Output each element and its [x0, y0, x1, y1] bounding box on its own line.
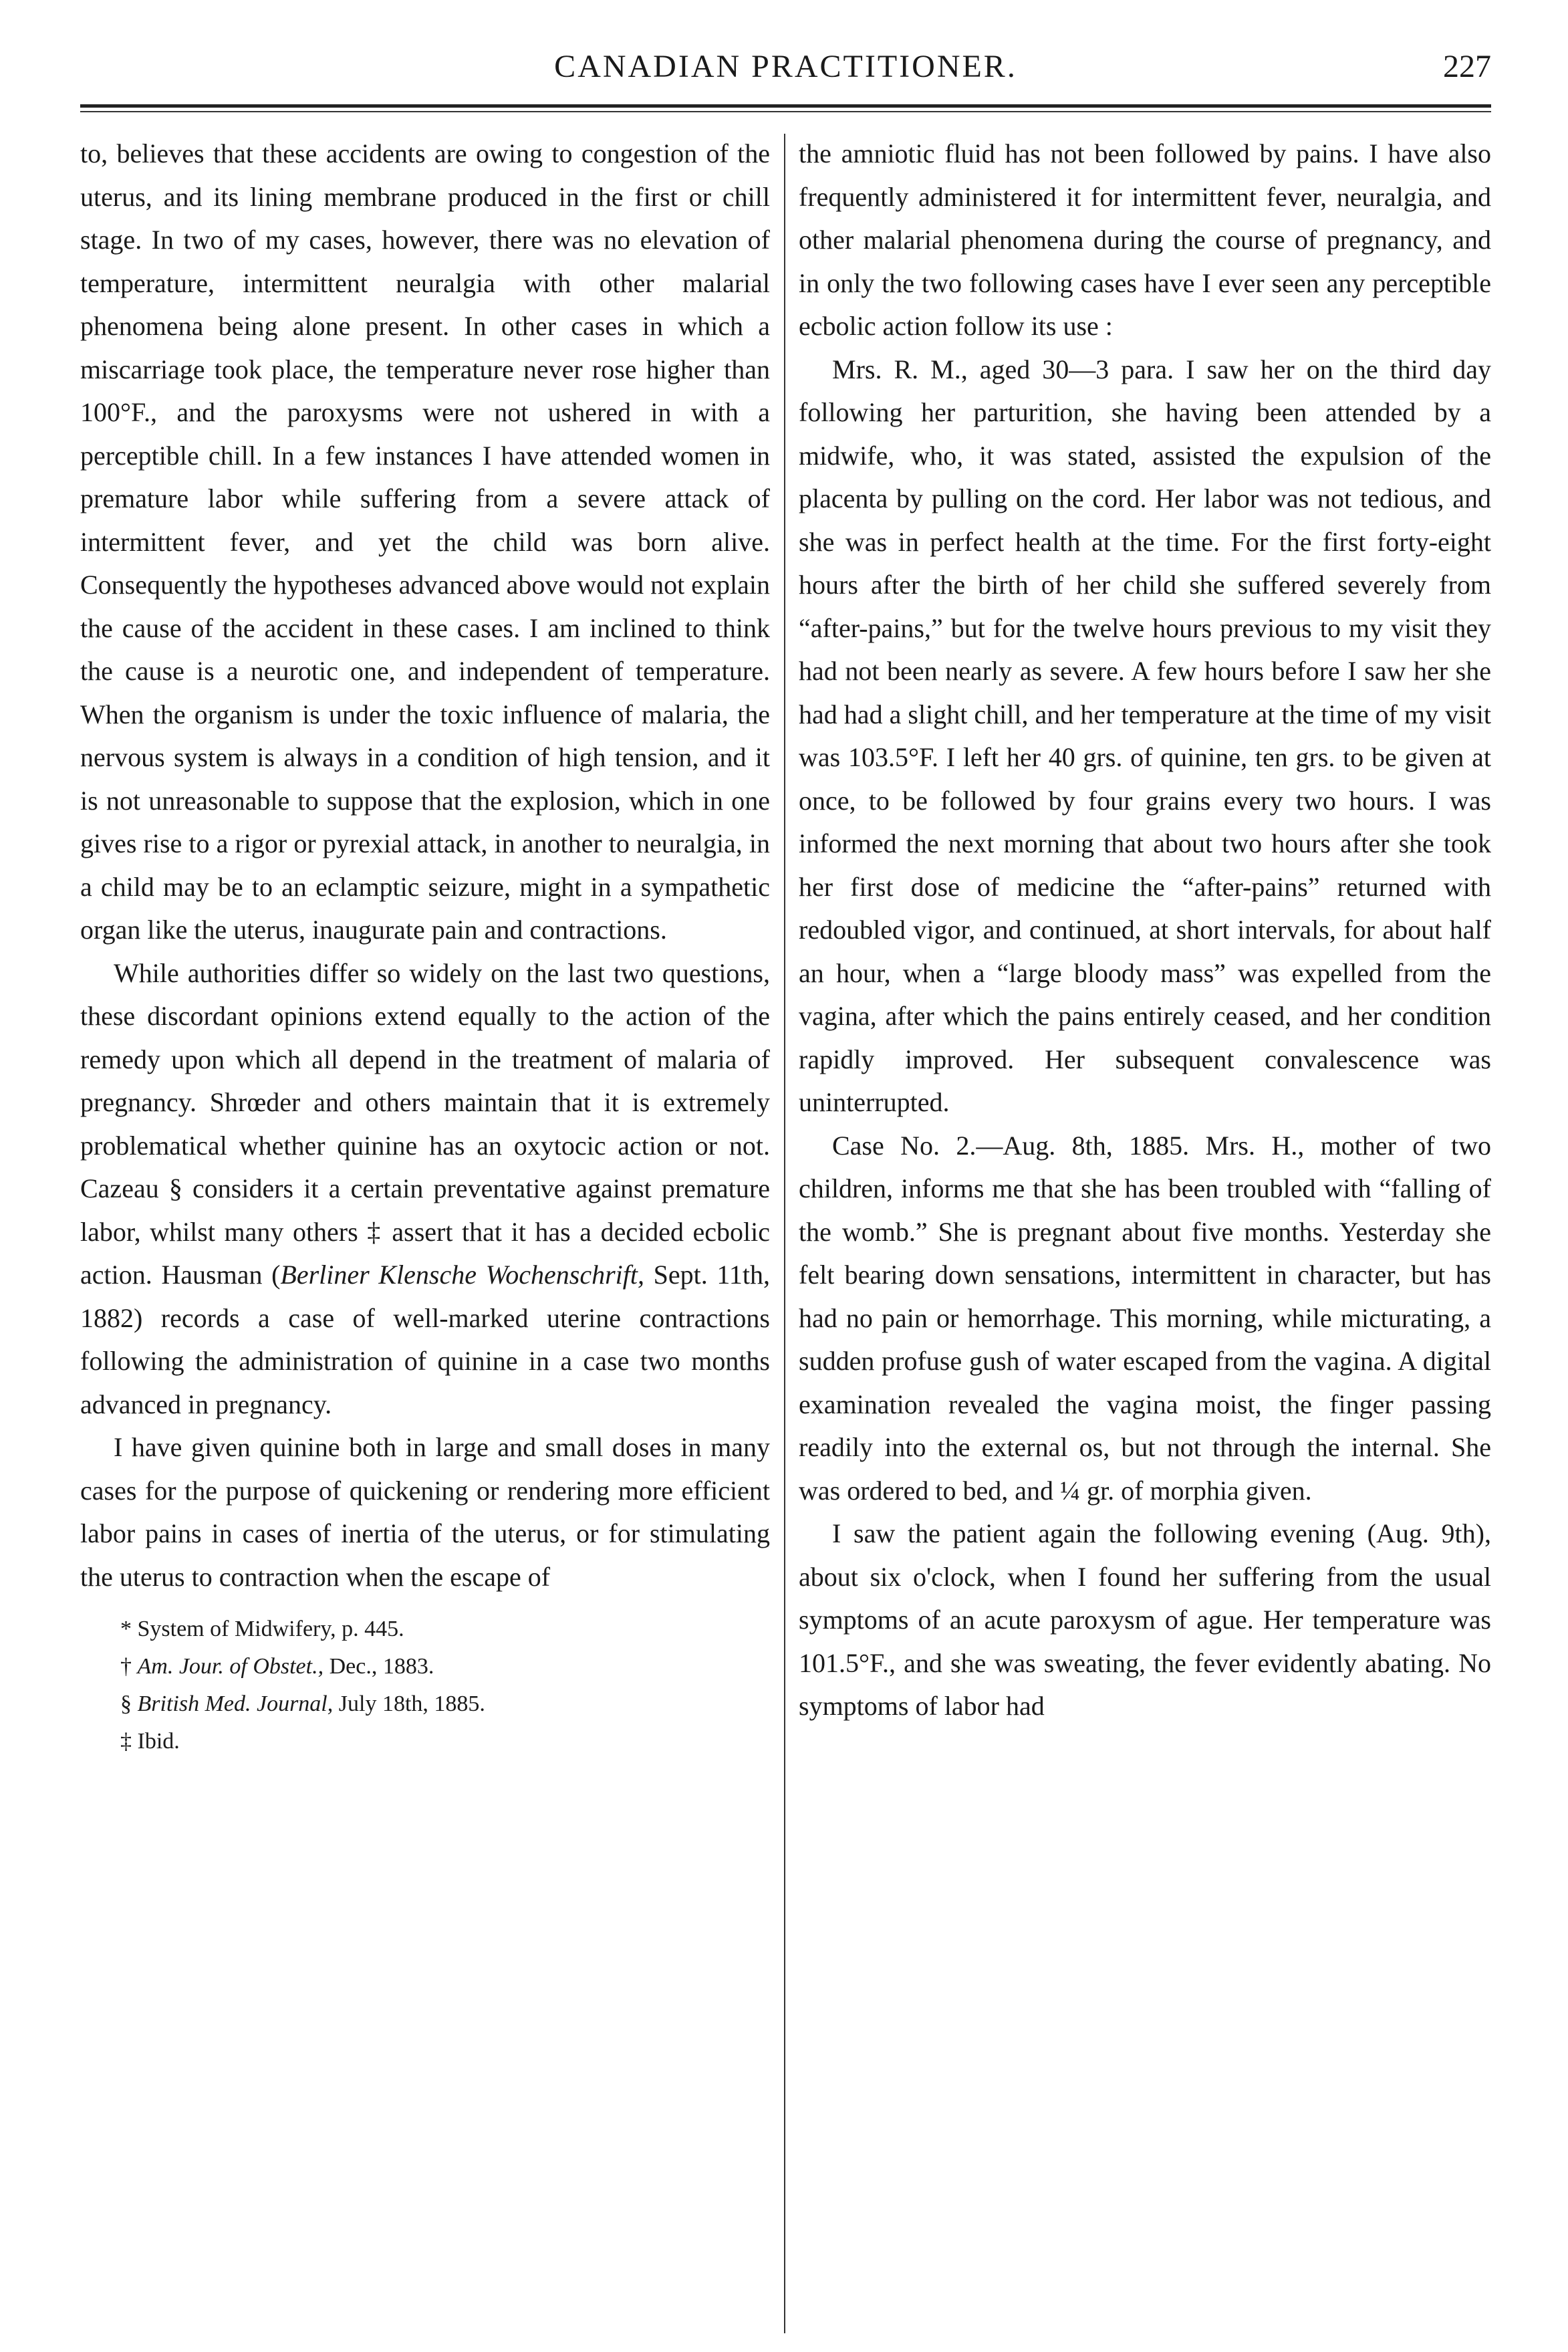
right-paragraph-2: Mrs. R. M., aged 30—3 para. I saw her on the third day following her parturition, she having been attended by a midwife, who, it was stated, assisted the expulsion of the placenta by pulling on the cord. Her labor was not tedious, and she was in perfect health at the time. For the first forty-eight hours after the birth of her child she suffered severely from “after-pains,” but for the twelve hours previous to my visit they had not been nearly as severe. A few hours before I saw her she had had a slight chill, and her temperature at the time of my visit was 103.5°F. I left her 40 grs. of quinine, ten grs. to be given at once, to be followed by four grains every two hours. I was informed the next morning that about two hours after she took her first dose of medicine the “after-pains” returned with redoubled vigor, and continued, at short intervals, for about half an hour, when a “large bloody mass” was expelled from the vagina, after which the pains entirely ceased, and her condition rapidly improved. Her subsequent convalescence was uninterrupted. [799, 354, 1491, 1117]
header-rule-thin [80, 111, 1491, 112]
footnote-1 [80, 1611, 770, 1648]
footnote-2 [80, 1648, 770, 1685]
right-column [799, 132, 1491, 1728]
footnote-2-text: Dec., 1883. [323, 1654, 434, 1679]
journal-citation: Berliner Klensche Wochenschrift, [280, 1260, 644, 1290]
footnote-1-text: System of Midwifery, p. 445. [137, 1617, 404, 1641]
left-paragraph-1: to, believes that these accidents are owing to congestion of the uterus, and its lining membrane produced in the first or chill stage. In two of my cases, however, there was no elevation of temperature, intermittent neuralgia with other malarial phenomena being alone present. In other cases in which a miscarriage took place, the temperature never rose higher than 100°F., and the paroxysms were not ushered in with a perceptible chill. In a few instances I have attended women in premature labor while suffering from a severe attack of intermittent fever, and yet the child was born alive. Consequently the hypotheses advanced above would not explain the cause of the accident in these cases. I am inclined to think the cause is a neurotic one, and independent of temperature. When the organism is under the toxic influence of malaria, the nervous system is always in a condition of high tension, and it is not unreasonable to suppose that the explosion, which in one gives rise to a rigor or pyrexial attack, in another to neuralgia, in a child may be to an eclamptic seizure, might in a sympathetic organ like the uterus, inaugurate pain and contractions. [80, 138, 770, 945]
footnote-3-mark: § [120, 1691, 138, 1716]
right-paragraph-1: the amniotic fluid has not been followed by pains. I have also frequently administered it for intermittent fever, neuralgia, and other malarial phenomena during the course of pregnancy, and in only the two following cases have I ever seen any perceptible ecbolic action follow its use : [799, 138, 1491, 341]
left-paragraph-3: I have given quinine both in large and small doses in many cases for the purpose of quickening or rendering more efficient labor pains in cases of inertia of the uterus, or for stimulating the uterus to contraction when the escape of [80, 1432, 770, 1592]
footnote-2-journal: Am. Jour. of Obstet., [137, 1654, 324, 1679]
footnote-3-journal: British Med. Journal, [137, 1691, 334, 1716]
footnote-3 [80, 1685, 770, 1723]
page-header [80, 48, 1491, 108]
left-paragraph-2-text-a: While authorities differ so widely on the last two questions, these discordant opinions extend equally to the action of the remedy upon which all depend in the treatment of malaria of pregnancy. Shrœder and others maintain that it is extremely problematical whether quinine has an oxytocic action or not. Cazeau § considers it a certain preventative against premature labor, whilst many others ‡ assert that it has a decided ecbolic action. Hausman ( [80, 957, 770, 1290]
running-title: CANADIAN PRACTITIONER. [554, 49, 1017, 84]
left-column [80, 132, 770, 1760]
footnote-2-mark: † [120, 1654, 138, 1679]
footnote-4-text: Ibid. [137, 1729, 180, 1754]
column-divider [784, 134, 785, 2333]
right-paragraph-3: Case No. 2.—Aug. 8th, 1885. Mrs. H., mother of two children, informs me that she has been troubled with “falling of the womb.” She is pregnant about five months. Yesterday she felt bearing down sensations, intermittent in character, but has had no pain or hemorrhage. This morning, while micturating, a sudden profuse gush of water escaped from the vagina. A digital examination revealed the vagina moist, the finger passing readily into the external os, but not through the internal. She was ordered to bed, and ¼ gr. of morphia given. [799, 1130, 1491, 1506]
footnote-1-mark: * [120, 1617, 138, 1641]
footnote-4 [80, 1723, 770, 1760]
left-paragraph-2-text-b: Sept. 11th, 1882) records a case of well-marked uterine contractions following the administration of quinine in a case two months advanced in pregnancy. [80, 1260, 770, 1419]
right-paragraph-4: I saw the patient again the following evening (Aug. 9th), about six o'clock, when I found her suffering from the usual symptoms of an acute paroxysm of ague. Her temperature was 101.5°F., and she was sweating, the fever evidently abating. No symptoms of labor had [799, 1518, 1491, 1721]
header-rule-thick [80, 104, 1491, 108]
page-number: 227 [1443, 49, 1491, 84]
footnote-4-mark: ‡ [120, 1729, 138, 1754]
footnote-3-text: July 18th, 1885. [333, 1691, 485, 1716]
footnotes [80, 1611, 770, 1760]
left-paragraph-2 [80, 952, 770, 1427]
